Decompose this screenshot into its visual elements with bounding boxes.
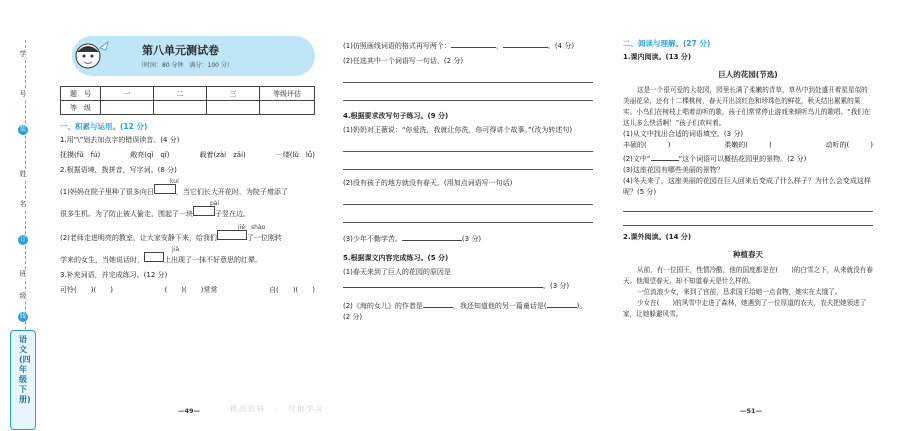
title-banner [72, 36, 315, 76]
question-prompt: 4.根据要求改写句子练习。(9 分) [343, 112, 449, 120]
question-line [343, 231, 593, 245]
question-prompt: 2.根据语境，拨拼音，写字词。(8 分) [60, 166, 177, 174]
column-3 [623, 38, 873, 320]
binding-label: 号 [16, 90, 30, 99]
question-text: ，我还知道他的另一篇童话是( [452, 302, 547, 310]
table-cell[interactable] [101, 101, 154, 115]
question-prompt: (1)从文中找出合适的词语填空。(3 分) [623, 130, 744, 138]
question-text: (2)文中“ [623, 155, 651, 163]
passage-title: 巨人的花园(节选) [718, 70, 778, 79]
column-2 [343, 38, 593, 323]
answer-line[interactable] [343, 89, 593, 101]
question-prompt: (2)任选其中一个词语写一句话。(2 分) [343, 57, 464, 65]
answer-line[interactable] [343, 71, 593, 83]
pinyin-choice[interactable]: 抚摸(fǔ fú) [60, 151, 101, 159]
question-text: 很多生机。为了防止被人偷走，围起了一块 [60, 210, 193, 218]
question-line [60, 206, 315, 220]
question-text: 子竖在边。 [215, 210, 250, 218]
table-row [61, 87, 315, 101]
mascot-icon [68, 36, 112, 76]
question-text: (3)少年不勤学苦。 [343, 235, 402, 243]
question-text: 了一位刚转 [246, 234, 282, 242]
section-heading: 一、积累与运用。(12 分) [60, 122, 148, 131]
question-line [623, 151, 873, 165]
question-text: ”这个词语可以概括花园里的景物。(2 分) [678, 155, 807, 163]
question-prompt: 1.用“\”划去加点字的错误读音。(4 分) [60, 136, 180, 144]
passage-title: 种植春天 [733, 250, 763, 259]
question-text: ，当它们长大开花时，为院子增添了 [175, 188, 288, 196]
binding-pill: 线 [19, 313, 26, 320]
question-prompt: 5.根据课文内容完成练习。(5 分) [343, 254, 449, 262]
binding-label: 班 [16, 270, 30, 279]
pinyin-hint: jiě shào [238, 224, 266, 231]
question-text: 学来的女生，当她说话时， [60, 256, 144, 264]
word-blank[interactable]: 丰硕的( ) [623, 141, 671, 149]
binding-strip [0, 30, 52, 410]
table-cell: 等 级 [61, 101, 101, 115]
answer-line[interactable] [623, 200, 873, 212]
question-text: (1)仿照画线词语的格式再写两个： [343, 42, 451, 50]
binding-label: 名 [16, 200, 30, 209]
answer-row [60, 150, 315, 161]
question-text: 。(4 分) [547, 42, 575, 50]
page-number: —51— [740, 407, 763, 415]
table-cell: 题 号 [61, 87, 101, 101]
question-score: (2 分) [343, 313, 363, 321]
answer-blank[interactable] [451, 38, 496, 48]
answer-box[interactable] [193, 206, 215, 216]
answer-line[interactable] [343, 211, 593, 223]
answer-line[interactable] [623, 214, 873, 226]
section-heading: 二、阅读与理解。(27 分) [623, 39, 711, 48]
answer-blank[interactable] [423, 298, 453, 308]
table-cell: 二 [154, 87, 207, 101]
passage-paragraph: 少女在( )的风雪中走进了森林，她遇到了一位厚道的农夫，农夫把她领进了家，让她躲避风雪。 [623, 299, 867, 318]
answer-blank[interactable] [547, 298, 577, 308]
passage-paragraph: 一位流浪少女，来到了宫前，恳求国王给她一点食物，她实在太饿了。 [637, 288, 842, 296]
question-prompt: (3)这座花园有哪些美丽的景物？ [623, 166, 724, 174]
binding-label: 学 [16, 50, 30, 59]
question-prompt: (4)冬天来了，这座美丽的花园在巨人回来后变成了什么样子？为什么会变成这样呢？(5 分) [623, 177, 871, 196]
pinyin-hint: pái [210, 200, 220, 207]
question-text: 上出现了一抹不好意思的红晕。 [164, 256, 262, 264]
pinyin-hint: kuí [170, 178, 179, 185]
passage-paragraph: 这是一个很可爱的大花园，园里长满了柔嫩的青草，草丛中到处盛开着星星似的美丽花朵，还有十二棵桃树，春天开出淡红色和珍珠色的鲜花，秋天结出累累的果实。小鸟们在树枝上唱着动听的歌，孩子们常常停止游戏来倾听鸟儿的歌唱。“我们在这儿多么快活啊！”孩子们欢叫着。 [623, 86, 871, 127]
question-prompt: (1)春天来到了巨人的花园的原因是 [343, 268, 451, 276]
question-line [60, 184, 315, 198]
question-prompt: 1.课内阅读。(13 分) [623, 53, 692, 61]
question-prompt: (1)奶奶对王薇说：“你爱洗，我就让你洗，你可得讲个故事。”(改为转述句) [343, 126, 573, 134]
answer-row [623, 140, 873, 151]
binding-pill: 订 [19, 236, 26, 243]
binding-label: 级 [16, 292, 30, 301]
word-blank[interactable]: 可怜( )( ) [60, 286, 113, 294]
pinyin-choice[interactable]: 载着(zài zǎi) [199, 151, 246, 159]
page-title: 第八单元测试卷 [142, 44, 219, 57]
pinyin-choice[interactable]: 一缕(lǔ lǚ) [275, 151, 315, 159]
question-text: 。(3 分) [543, 282, 570, 290]
word-blank[interactable]: ( )( )常常 [164, 286, 218, 294]
column-1 [60, 36, 315, 296]
page-number: —49— [178, 407, 201, 415]
subject-tab: 语文(四年级下册) [10, 330, 36, 430]
answer-blank[interactable] [503, 38, 548, 48]
word-blank[interactable]: 自( )( ) [269, 286, 315, 294]
question-text: (2)老师走进明亮的教室，让大家安静下来，给我们 [60, 234, 217, 242]
question-prompt: 2.课外阅读。(14 分) [623, 233, 692, 241]
question-text: (2)《海的女儿》的作者是 [343, 302, 423, 310]
binding-pill: 装 [19, 126, 26, 133]
table-cell: 一 [101, 87, 154, 101]
answer-box[interactable] [217, 230, 247, 240]
answer-line[interactable] [343, 193, 593, 205]
table-cell: 三 [207, 87, 260, 101]
question-line [60, 252, 315, 266]
word-blank[interactable]: 柔嫩的( ) [724, 141, 772, 149]
answer-row [60, 285, 315, 296]
answer-line[interactable] [343, 140, 593, 152]
grade-table [60, 86, 315, 115]
pinyin-hint: jiā [172, 246, 180, 253]
question-prompt: (2)没有孩子的地方就没有春天。(用加点词语写一句话) [343, 179, 513, 187]
word-blank[interactable]: 动听的( ) [825, 141, 873, 149]
question-text: (3 分) [461, 235, 482, 243]
question-line [60, 230, 315, 244]
table-cell[interactable] [154, 101, 207, 115]
table-cell: 等级评估 [260, 87, 315, 101]
table-cell[interactable] [207, 101, 260, 115]
question-line [343, 298, 593, 312]
answer-blank[interactable] [402, 231, 462, 241]
answer-blank[interactable] [343, 278, 543, 288]
table-row [61, 101, 315, 115]
answer-line[interactable] [343, 158, 593, 170]
answer-blank[interactable] [651, 151, 679, 161]
question-line: (1)仿照画线词语的格式再写两个： ， 。(4 分) [343, 38, 593, 52]
question-text: (1)妈妈在院子里种了很多向日 [60, 188, 154, 196]
binding-label: 姓 [16, 170, 30, 179]
answer-box[interactable] [144, 252, 164, 262]
question-line [343, 278, 593, 292]
pinyin-choice[interactable]: 敞亮(qǐ qǐ) [130, 151, 170, 159]
table-cell[interactable] [260, 101, 315, 115]
answer-box[interactable] [154, 184, 176, 194]
watermark: 精品资料 · 仅供学习 [230, 405, 325, 413]
passage-paragraph: 从前，有一位国王，性情冷酷，他的国度都是在( )的白雪之下，从来就没有春天。他渴望春天，却不知道春天是什么样的。 [623, 266, 873, 285]
question-text: )。 [576, 302, 587, 310]
question-prompt: 3.补充词语，并完成练习。(12 分) [60, 271, 168, 279]
page-subtitle: （时间：80 分钟 满分：100 分） [138, 62, 233, 69]
